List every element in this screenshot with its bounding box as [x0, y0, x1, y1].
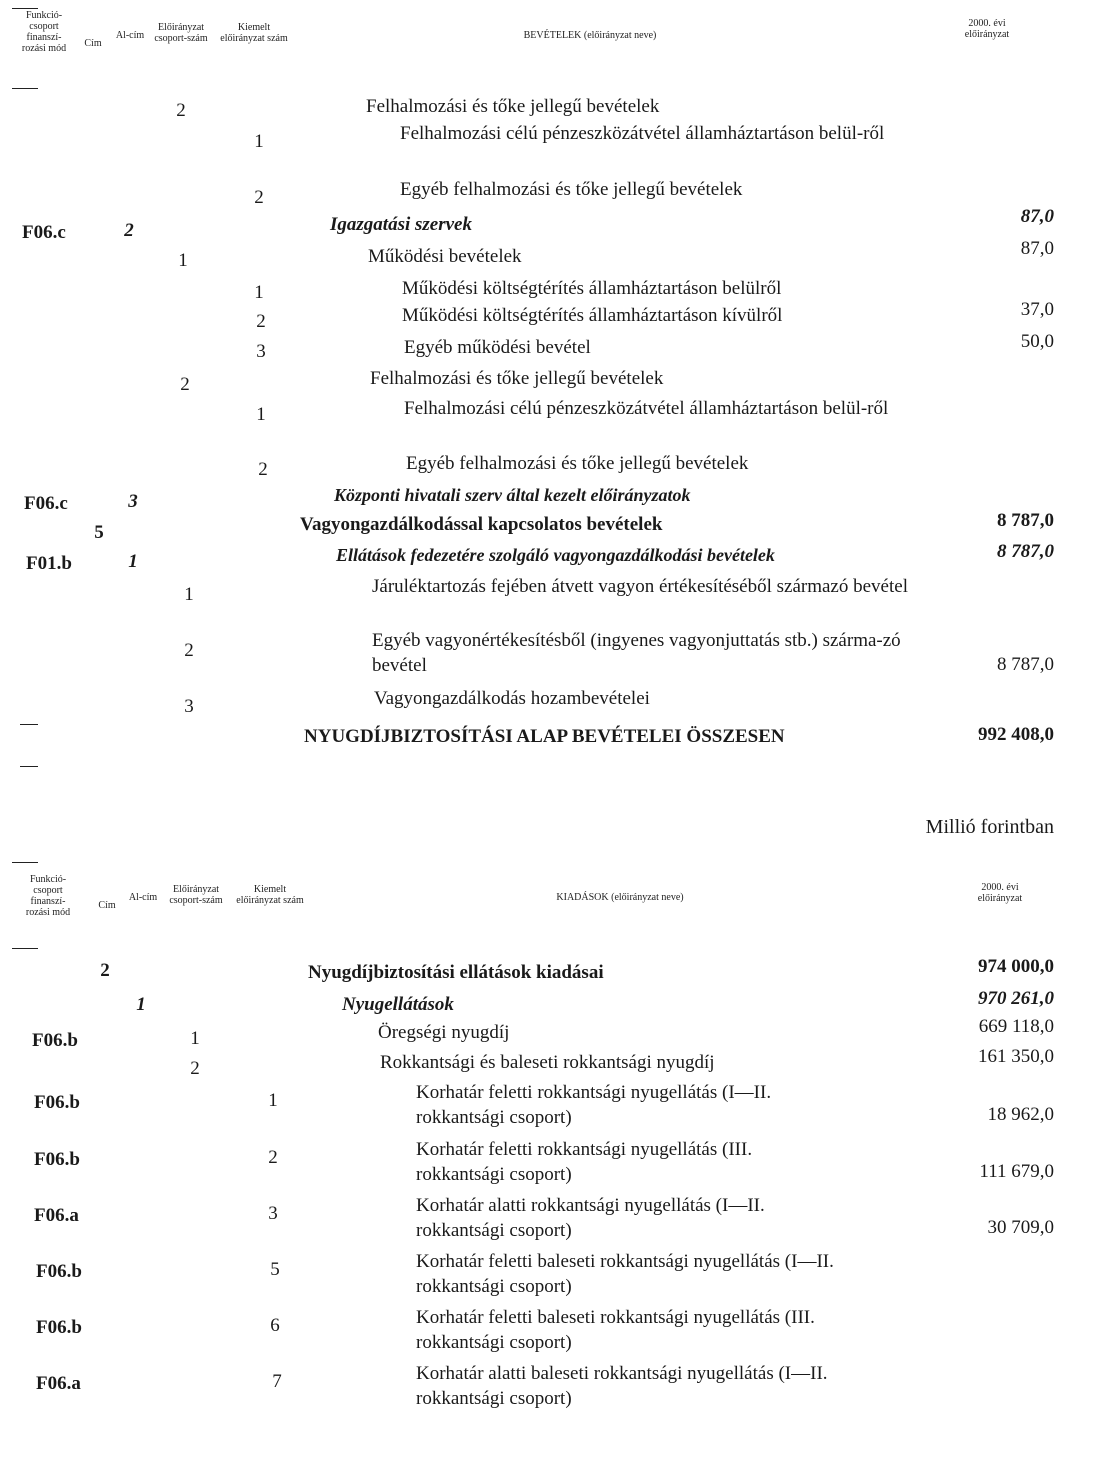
header-func: Funkció-csoport finanszí-rozási mód	[25, 874, 71, 918]
row-label: Korhatár alatti rokkantsági nyugellátás (I—II. rokkantsági csoport)	[416, 1195, 765, 1241]
row-amount: 974 000,0	[978, 956, 1054, 977]
row-label: Járuléktartozás fejében átvett vagyon értékesítéséből származó bevétel	[372, 576, 908, 597]
kiem-num: 1	[256, 404, 266, 425]
row-label: Vagyongazdálkodás hozambevételei	[374, 688, 650, 709]
header-rule	[12, 948, 38, 949]
expense-table	[0, 856, 1112, 946]
header-label: BEVÉTELEK (előirányzat neve)	[523, 30, 657, 41]
dash-mark	[20, 724, 38, 725]
header-csop: Előirányzat csoport-szám	[154, 22, 208, 44]
csop-num: 2	[176, 100, 186, 121]
kiem-num: 1	[268, 1090, 278, 1111]
row-label: Egyéb működési bevétel	[404, 337, 591, 358]
kiem-num: 2	[256, 311, 266, 332]
header-csop: Előirányzat csoport-szám	[169, 884, 223, 906]
header-label: KIADÁSOK (előirányzat neve)	[556, 892, 684, 903]
func-code: F06.c	[22, 222, 66, 243]
func-code: F06.b	[32, 1030, 78, 1051]
row-label: Öregségi nyugdíj	[378, 1022, 510, 1043]
alcim-num: 3	[128, 491, 138, 512]
csop-num: 3	[184, 696, 194, 717]
row-amount: 669 118,0	[978, 1016, 1054, 1037]
row-label: Korhatár feletti rokkantsági nyugellátás (I—II. rokkantsági csoport)	[416, 1082, 772, 1128]
csop-num: 1	[190, 1028, 200, 1049]
row-label: Felhalmozási célú pénzeszközátvétel államháztartáson belül-ről	[404, 398, 889, 419]
func-code: F06.b	[34, 1149, 80, 1170]
row-amount: 30 709,0	[987, 1217, 1054, 1238]
header-func: Funkció-csoport finanszí-rozási mód	[21, 10, 67, 54]
row-label: Működési költségtérítés államháztartáson kívülről	[402, 305, 783, 326]
func-code: F06.c	[24, 493, 68, 514]
alcim-num: 2	[124, 220, 134, 241]
kiem-num: 2	[254, 187, 264, 208]
row-label: Ellátások fedezetére szolgáló vagyongazdálkodási bevételek	[336, 545, 775, 565]
csop-num: 2	[190, 1058, 200, 1079]
row-amount: 8 787,0	[997, 541, 1054, 562]
row-label: Egyéb felhalmozási és tőke jellegű bevételek	[400, 179, 743, 200]
row-label: Felhalmozási és tőke jellegű bevételek	[366, 96, 660, 117]
header-cim: Cím	[98, 900, 116, 911]
row-label: Felhalmozási célú pénzeszközátvétel államháztartáson belül-ről	[400, 123, 885, 144]
csop-num: 2	[184, 640, 194, 661]
kiem-num: 2	[258, 459, 268, 480]
alcim-num: 1	[136, 994, 146, 1015]
kiem-num: 7	[272, 1371, 282, 1392]
kiem-num: 3	[268, 1203, 278, 1224]
row-label: Működési bevételek	[368, 246, 522, 267]
func-code: F06.b	[36, 1317, 82, 1338]
row-label: NYUGDÍJBIZTOSÍTÁSI ALAP BEVÉTELEI ÖSSZESEN	[304, 726, 785, 747]
row-amount: 50,0	[1020, 331, 1054, 352]
cim-num: 2	[100, 960, 110, 981]
func-code: F06.a	[36, 1373, 81, 1394]
header-cim: Cím	[84, 38, 102, 49]
row-label: Korhatár feletti rokkantsági nyugellátás (III. rokkantsági csoport)	[416, 1139, 753, 1185]
func-code: F06.b	[36, 1261, 82, 1282]
kiem-num: 5	[270, 1259, 280, 1280]
expense-header	[0, 856, 1112, 946]
row-label: Felhalmozási és tőke jellegű bevételek	[370, 368, 664, 389]
row-label: Egyéb vagyonértékesítésből (ingyenes vagyonjuttatás stb.) szárma-zó bevétel	[372, 630, 901, 676]
row-amount: 970 261,0	[978, 988, 1054, 1009]
kiem-num: 2	[268, 1147, 278, 1168]
row-label: Korhatár feletti baleseti rokkantsági nyugellátás (III. rokkantsági csoport)	[416, 1307, 815, 1353]
kiem-num: 1	[254, 131, 264, 152]
csop-num: 1	[178, 250, 188, 271]
alcim-num: 1	[128, 551, 138, 572]
row-amount: 8 787,0	[997, 654, 1054, 675]
row-amount: 111 679,0	[979, 1161, 1054, 1182]
kiem-num: 6	[270, 1315, 280, 1336]
row-label: Rokkantsági és baleseti rokkantsági nyugdíj	[380, 1052, 715, 1073]
header-rule	[12, 88, 38, 89]
kiem-num: 3	[256, 341, 266, 362]
cim-num: 5	[94, 522, 104, 543]
row-amount: 8 787,0	[997, 510, 1054, 531]
row-amount: 37,0	[1020, 299, 1054, 320]
func-code: F06.a	[34, 1205, 79, 1226]
header-kiem: Kiemelt előirányzat szám	[220, 22, 288, 44]
header-kiem: Kiemelt előirányzat szám	[236, 884, 304, 906]
header-amount: 2000. évi előirányzat	[964, 18, 1010, 40]
row-amount: 87,0	[1020, 206, 1054, 227]
row-label: Nyugellátások	[342, 994, 454, 1015]
unit-note: Millió forintban	[925, 816, 1054, 838]
header-amount: 2000. évi előirányzat	[977, 882, 1023, 904]
kiem-num: 1	[254, 282, 264, 303]
row-label: Igazgatási szervek	[330, 214, 472, 235]
header-alcim: Al-cím	[128, 892, 158, 903]
row-amount: 992 408,0	[978, 724, 1054, 745]
row-label: Központi hivatali szerv által kezelt előirányzatok	[334, 485, 691, 505]
revenue-table	[0, 0, 1112, 90]
row-label: Egyéb felhalmozási és tőke jellegű bevételek	[406, 453, 749, 474]
header-alcim: Al-cím	[115, 30, 145, 41]
csop-num: 2	[180, 374, 190, 395]
row-amount: 87,0	[1020, 238, 1054, 259]
row-label: Nyugdíjbiztosítási ellátások kiadásai	[308, 962, 604, 983]
row-label: Korhatár feletti baleseti rokkantsági nyugellátás (I—II. rokkantsági csoport)	[416, 1251, 834, 1297]
row-label: Működési költségtérítés államháztartáson belülről	[402, 278, 782, 299]
row-label: Korhatár alatti baleseti rokkantsági nyugellátás (I—II. rokkantsági csoport)	[416, 1363, 828, 1409]
csop-num: 1	[184, 584, 194, 605]
dash-mark	[20, 766, 38, 767]
func-code: F01.b	[26, 553, 72, 574]
row-label: Vagyongazdálkodással kapcsolatos bevételek	[300, 514, 663, 535]
row-amount: 161 350,0	[978, 1046, 1054, 1067]
row-amount: 18 962,0	[987, 1104, 1054, 1125]
func-code: F06.b	[34, 1092, 80, 1113]
revenue-header	[0, 0, 1112, 90]
